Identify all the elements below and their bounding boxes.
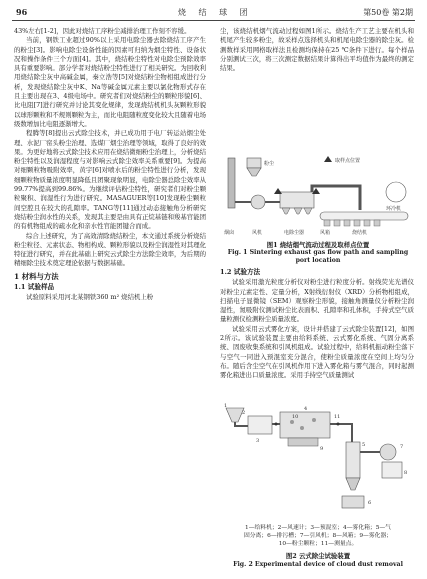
dust-hopper-funnel <box>247 168 261 176</box>
subsection-heading: 1.1 试验样品 <box>14 283 55 292</box>
paragraph: 综合上述研究，为了高效清除烧结粉尘，本文通过系统分析烧结粉尘粒径、元素状态、物相构成、颗粒形貌以及粉尘润湿性对其理化特征进行研究，并在此基础上研究云式除尘方法除尘效率，为后期的精细除尘技术奠定理论依据与数据基础。 <box>14 231 206 268</box>
fig2-label-4: 4 <box>304 406 308 412</box>
sample-point-legend-icon <box>324 156 332 162</box>
bellows <box>334 220 340 226</box>
legend-line: 1—给料机；2—风速计；3—预混室；4—雾化箱；5—气 <box>245 525 391 531</box>
label-sinter-machine: 烧结机 <box>352 230 368 236</box>
page-header <box>0 0 427 24</box>
label-sample-point: 取样点位置 <box>335 158 361 164</box>
dust-particle <box>290 420 294 424</box>
stack <box>228 158 235 208</box>
measuring-point <box>275 423 278 426</box>
figure-2-caption-zh: 图2 云式除尘试验装置 <box>285 552 351 560</box>
sewage-tank <box>342 496 364 508</box>
label-fan: 风机 <box>252 230 263 236</box>
fig2-label-5: 5 <box>362 442 366 448</box>
dust-particle <box>312 418 316 422</box>
label-cooler: 环冷机 <box>386 206 402 212</box>
volume-issue: 第50卷 第2期 <box>363 8 413 17</box>
figure-1-caption-en-line2: port location <box>295 257 341 264</box>
bellows <box>324 220 330 226</box>
sinter-machine <box>320 212 408 220</box>
label-bellows: 风箱 <box>320 230 331 236</box>
paragraph: 43%左右[1-2]，因此对烧结工序粉尘减排治理工作刻不容缓。 <box>14 27 191 35</box>
premix-chamber <box>248 416 272 434</box>
fig2-label-7: 7 <box>400 444 404 450</box>
dust-hopper-box <box>247 158 261 168</box>
figure-2-legend <box>222 524 414 548</box>
dust-particle <box>300 426 304 430</box>
separator-cone <box>346 478 360 490</box>
bellows <box>354 220 360 226</box>
figure-1-caption-en-line1: Fig. 1 Sintering exhaust gas flow path and sampling <box>227 249 409 256</box>
left-column <box>14 27 206 303</box>
bellows <box>344 220 350 226</box>
bellows <box>374 220 380 226</box>
gas-solid-separator <box>346 442 360 478</box>
legend-line: 固分离；6—排污槽；7—引风机；8—风箱；9—雾化器； <box>243 533 393 539</box>
esp-body <box>280 192 314 208</box>
esp-hopper <box>282 208 290 214</box>
section-heading: 1 材料与方法 <box>14 271 59 281</box>
sample-point-icon <box>274 188 282 194</box>
label-esp: 电除尘器 <box>284 230 305 236</box>
journal-name: 烧 结 球 团 <box>178 8 253 17</box>
esp-hopper <box>304 208 312 214</box>
fan-box <box>382 462 402 478</box>
bellows <box>364 220 370 226</box>
fig2-label-6: 6 <box>368 500 372 506</box>
fig2-label-9: 9 <box>320 446 324 452</box>
fan <box>251 195 265 209</box>
atomizer <box>288 438 318 446</box>
figure-1-diagram <box>220 152 416 238</box>
header-rule <box>12 20 415 21</box>
paragraph: 尘，该烧结机烟气流动过程如图1所示。烧结生产工艺主要在机头和机尾产生较多粉尘，故采样点选择机头和机尾电除尘器的除尘灰。检测数样采用网格取样法且检测均保持在25 ℃条件下进行。每个样品分别测试三次，将三次测定数据结果计算得出平均值作为最终的测定结果。 <box>220 27 414 73</box>
fig2-label-3: 3 <box>256 438 260 444</box>
figure-2-caption-en: Fig. 2 Experimental device of cloud dust removal <box>233 561 403 568</box>
label-dust: 粉尘 <box>264 161 275 167</box>
fig2-label-11: 11 <box>334 414 341 420</box>
legend-line: 10—粉尘颗粒；11—测量点。 <box>278 541 358 547</box>
fig2-label-8: 8 <box>404 470 408 476</box>
atomizing-box <box>280 412 330 438</box>
page-number: 96 <box>16 7 28 17</box>
duct <box>312 186 360 210</box>
paragraph: 程腾等[8]提出云式除尘技术，并已成功用于电厂转运站烟尘处理、水泥厂窑头粉尘治理、选煤厂烟尘治理等领域，取得了良好的效果。为更好地将云式除尘技术应用在烧结微细粉尘治理上，分析烧结粉尘特性以及润湿程度与对影响云式除尘效率关系重要[9]。为提高对细颗粒物吸附效率，黄宇[6]对喷水后的粉尘特性进行分析，发现细颗粒物质量浓度明显降低且团聚现象明显，电除尘器总除尘效率从99.77%提高到99.86%。为继续评估粉尘特性，研究者们对粉尘颗粒聚积、润湿性行为进行研究。MASAGUER等[10]发现粉尘颗粒间空腔且在较大的孔隙率。TANG等[11]通过动态接触角分析研究烧结粉尘润水性的关系，发现其主要是由具有正烷基链和羧基官能团的有机物组成的疏水化和亲水性官能团键合而成。 <box>14 129 206 231</box>
figure-1-caption-zh: 图1 烧结烟气流动过程及取样点位置 <box>266 241 370 249</box>
right-column-top <box>220 27 414 73</box>
fig2-label-1: 1 <box>224 403 228 409</box>
ring-cooler <box>386 182 406 202</box>
measuring-point <box>337 423 340 426</box>
paragraph: 试验原料采用河北某钢铁360 m² 烧结机上粉 <box>26 293 154 302</box>
figure-2-diagram <box>222 402 414 522</box>
right-column-middle <box>220 266 414 381</box>
paragraph: 试验采用云式雾化方案，设计并搭建了云式除尘装置[12]，如图2所示。该试验装置主要由给料系统、云式雾化系统、气固分离系统、固废收集系统和引风机组成。试验过程中，给料机振动粉尘落下与空气一同进入预混室充分混合，使粉尘质量浓度在空间上均匀分布。随后含尘空气在引风机作用下进入雾化箱与雾气混合，同时起测雾化箱进出口质量浓度。采用手持空气质量测试 <box>220 324 414 380</box>
fig2-label-2: 2 <box>242 410 246 416</box>
induced-fan <box>380 444 396 460</box>
paragraph: 试验采用激光粒度分析仪对粉尘进行粒度分析。射线荧光光谱仪对粉尘元素定性、定量分析，X射线衍射仪（XRD）分析物相组成，扫描电子显微镜（SEM）观察粉尘形貌，接触角测量仪分析粉尘润湿性，氮吸附仪测试粉尘比表面积、孔隙率和孔体积，手持式空气质量粒测仪检测粉尘质量浓度。 <box>220 278 414 324</box>
subsection-heading: 1.2 试验方法 <box>220 268 261 276</box>
label-stack: 烟囱 <box>224 230 235 236</box>
paragraph: 当前，钢铁工业超过90%以上采用电除尘器去除烧结工序产生的粉尘[3]。影响电除尘设备性能的因素可归纳为烟尘特性、设备状况和操作条件三个方面[4]。其中，烧结粉尘特性对电除尘预除效率具有重要影响。部分学者对烧结粉尘特性进行了相关研究。为回收利用烧结除尘灰中高碱金属，秦立浩等[5]对烧结粉尘物相组成进行分析，发现烧结除尘灰中K、Na等碱金属元素主要以氯化物形式存在且主要出现在3、4级电场中。研究者们对烧结粉尘的颗粒形貌[6]、比电阻[7]进行研究并讨论其变化规律，发现烧结机机头灰颗粒形貌以球形颗粒和不规则颗粒为主，而比电阻随粒度变化较大且随着电场级数增加比电阻逐渐增大。 <box>14 36 206 128</box>
esp-hopper <box>294 208 302 214</box>
fig2-label-10: 10 <box>292 414 299 420</box>
